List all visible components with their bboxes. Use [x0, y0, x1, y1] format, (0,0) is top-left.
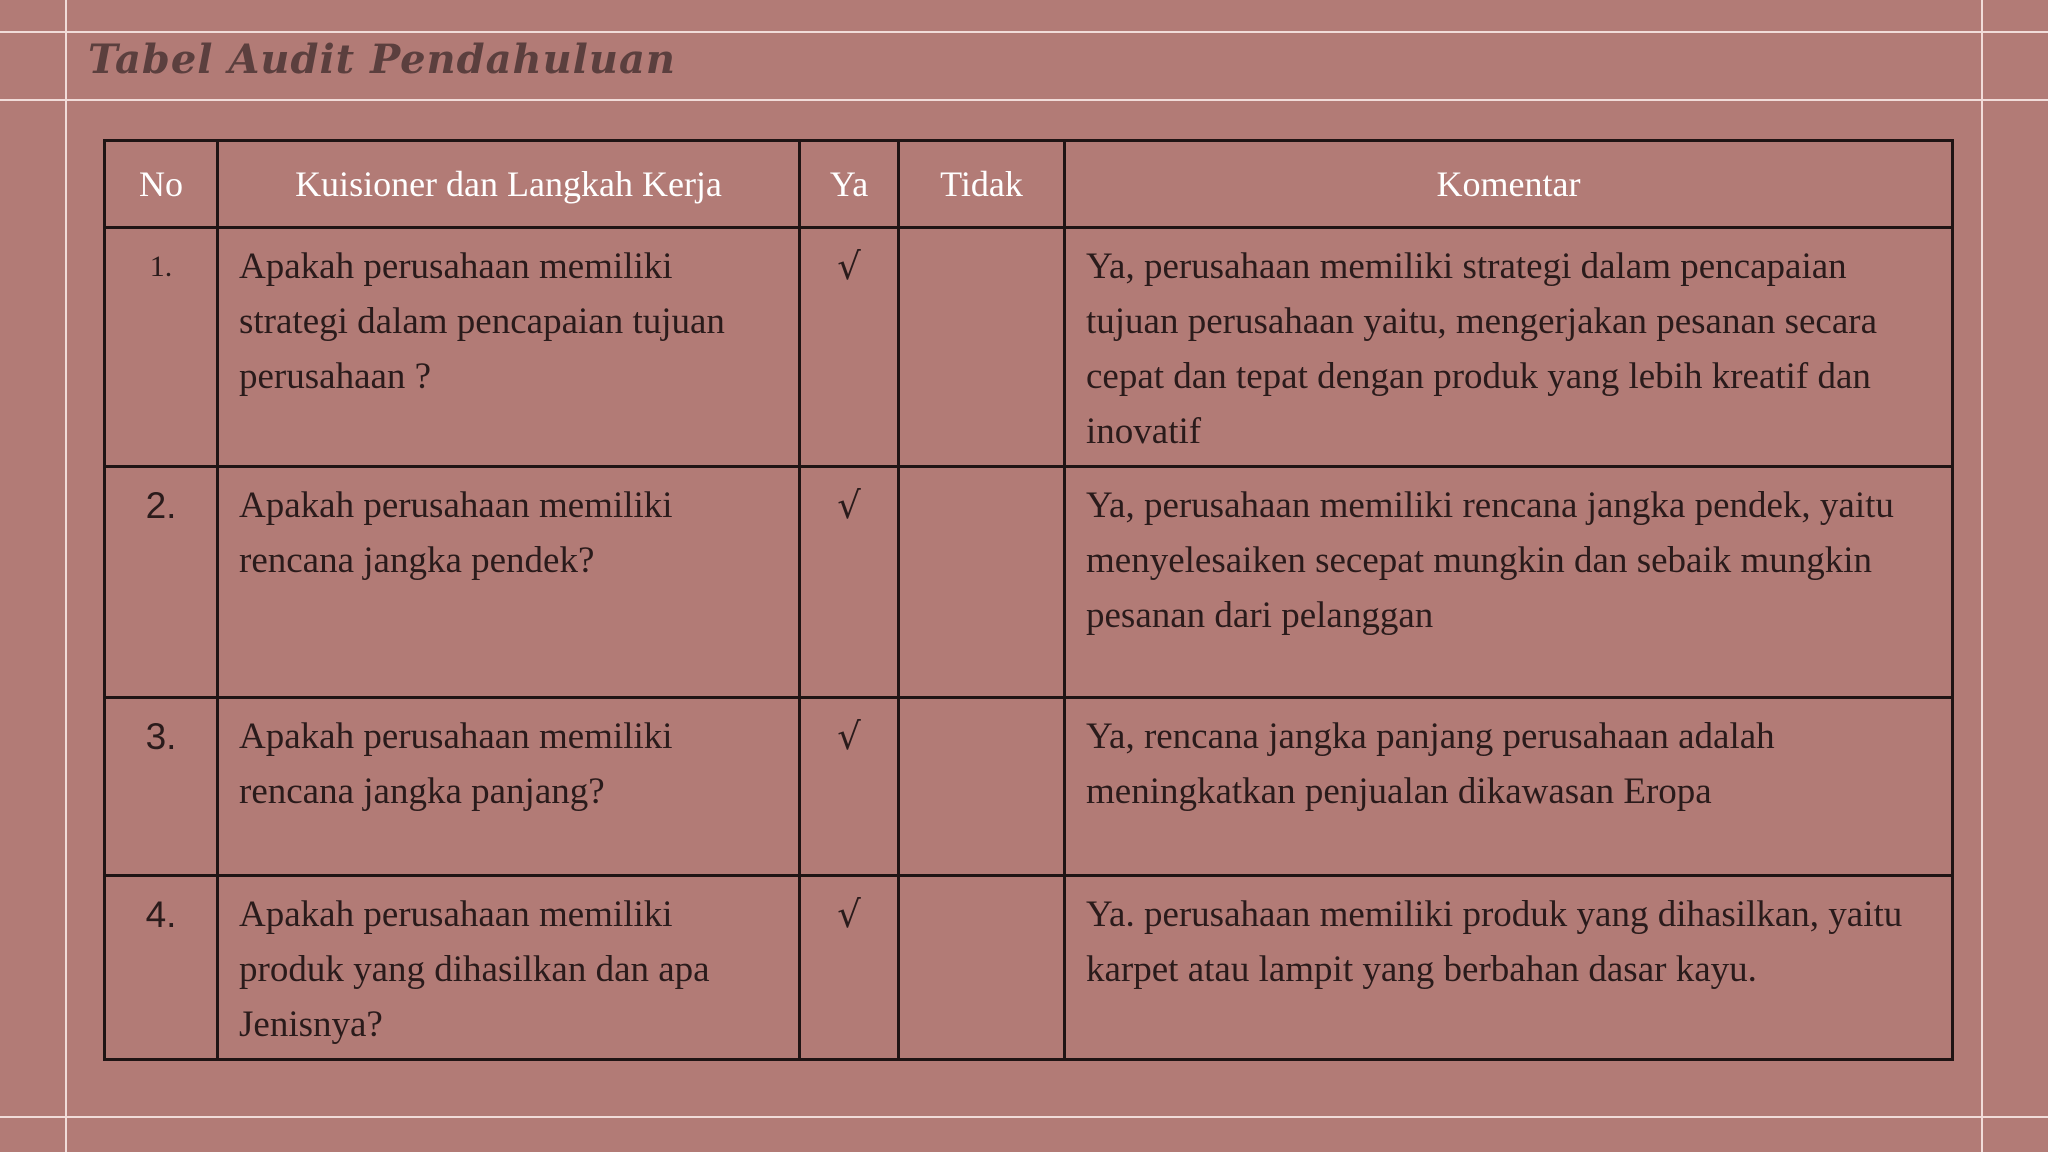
guide-line-bottom	[0, 1116, 2048, 1118]
ya-checkmark: √	[800, 698, 899, 876]
tidak-cell	[899, 876, 1065, 1060]
row-number: 3.	[105, 698, 218, 876]
header-kuisioner: Kuisioner dan Langkah Kerja	[218, 141, 800, 228]
question-cell: Apakah perusahaan memiliki rencana jangka pendek?	[218, 467, 800, 698]
tidak-cell	[899, 698, 1065, 876]
audit-table	[103, 139, 1954, 1061]
question-cell: Apakah perusahaan memiliki strategi dalam pencapaian tujuan perusahaan ?	[218, 228, 800, 467]
question-cell: Apakah perusahaan memiliki produk yang dihasilkan dan apa Jenisnya?	[218, 876, 800, 1060]
tidak-cell	[899, 228, 1065, 467]
comment-cell: Ya, perusahaan memiliki rencana jangka pendek, yaitu menyelesaiken secepat mungkin dan sebaik mungkin pesanan dari pelanggan	[1065, 467, 1953, 698]
comment-cell: Ya. perusahaan memiliki produk yang dihasilkan, yaitu karpet atau lampit yang berbahan dasar kayu.	[1065, 876, 1953, 1060]
guide-line-left	[65, 0, 67, 1152]
header-ya: Ya	[800, 141, 899, 228]
tidak-cell	[899, 467, 1065, 698]
header-komentar: Komentar	[1065, 141, 1953, 228]
ya-checkmark: √	[800, 228, 899, 467]
row-number: 2.	[105, 467, 218, 698]
row-number: 4.	[105, 876, 218, 1060]
header-no: No	[105, 141, 218, 228]
ya-checkmark: √	[800, 876, 899, 1060]
comment-cell: Ya, perusahaan memiliki strategi dalam pencapaian tujuan perusahaan yaitu, mengerjakan pesanan secara cepat dan tepat dengan produk yang lebih kreatif dan inovatif	[1065, 228, 1953, 467]
question-cell: Apakah perusahaan memiliki rencana jangka panjang?	[218, 698, 800, 876]
ya-checkmark: √	[800, 467, 899, 698]
comment-cell: Ya, rencana jangka panjang perusahaan adalah meningkatkan penjualan dikawasan Eropa	[1065, 698, 1953, 876]
guide-line-right	[1981, 0, 1983, 1152]
table-row	[105, 467, 1953, 698]
table-row	[105, 228, 1953, 467]
row-number: 1.	[105, 228, 218, 467]
header-tidak: Tidak	[899, 141, 1065, 228]
table-row	[105, 876, 1953, 1060]
guide-line-top	[0, 31, 2048, 33]
table-row	[105, 698, 1953, 876]
page-title: Tabel Audit Pendahuluan	[88, 36, 676, 83]
guide-line-title-bottom	[0, 99, 2048, 101]
table-header-row	[105, 141, 1953, 228]
